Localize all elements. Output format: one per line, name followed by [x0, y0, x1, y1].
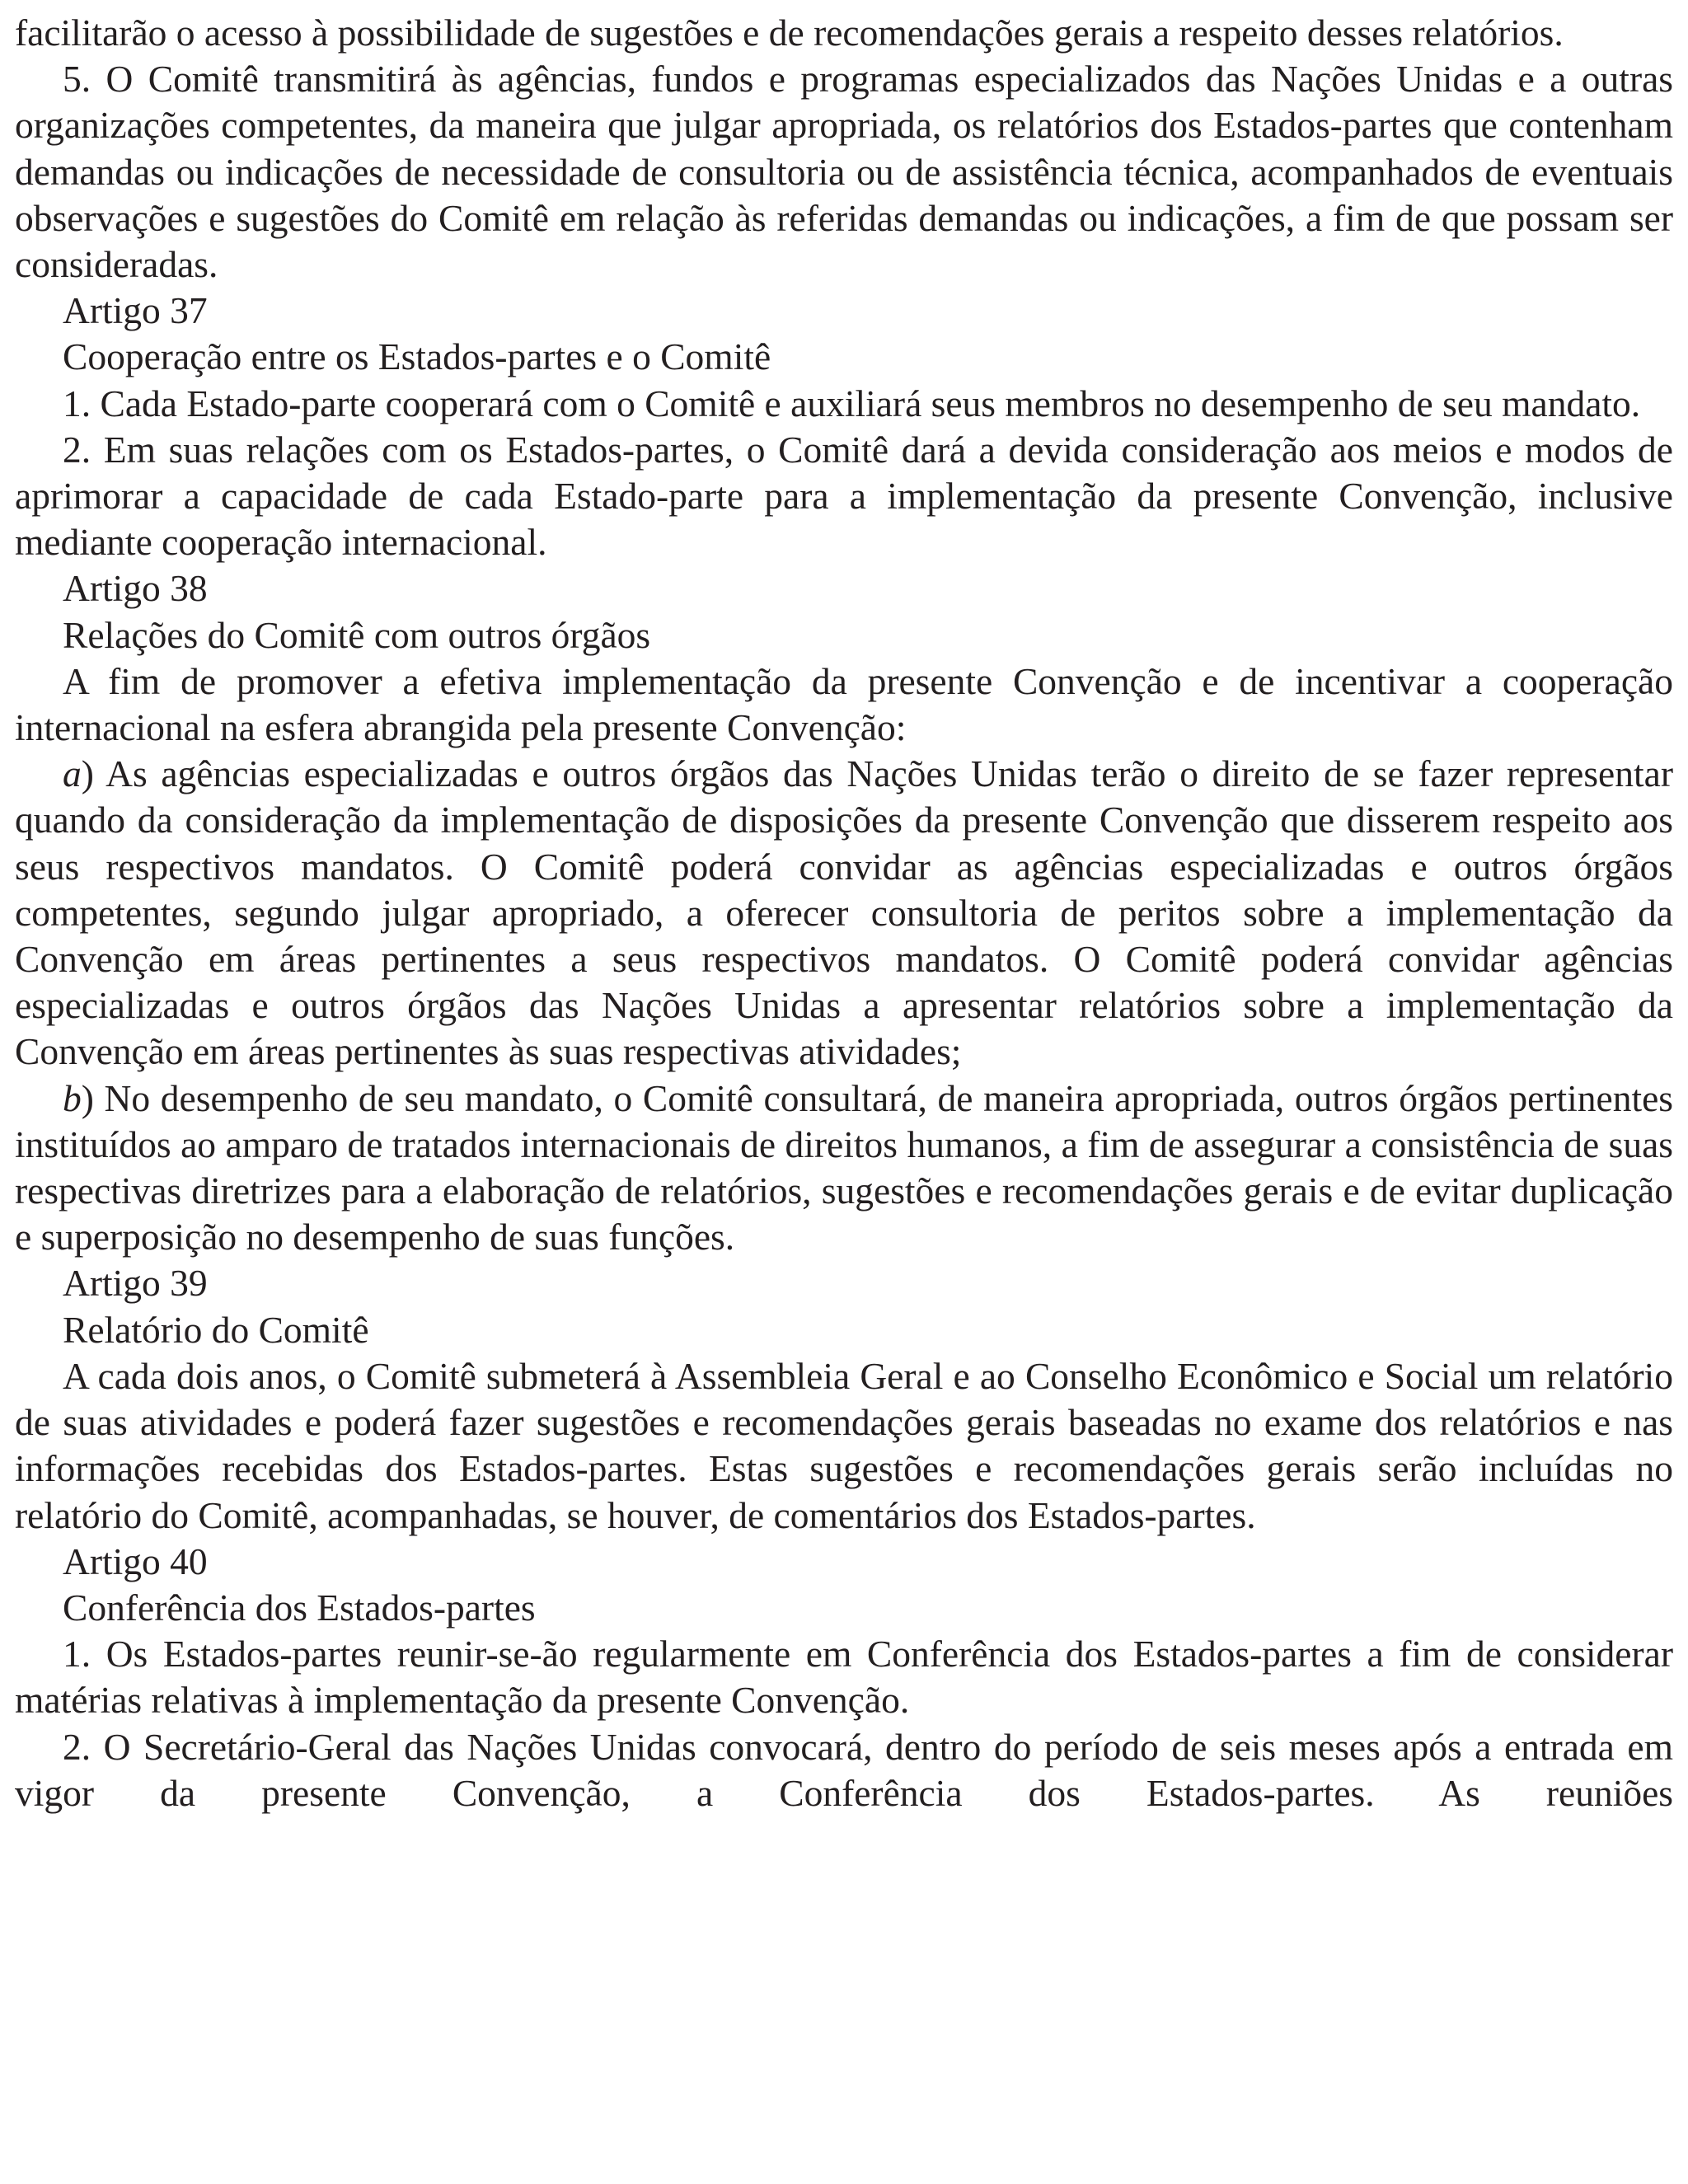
- article-number: Artigo 40: [63, 1540, 208, 1582]
- article-title: Cooperação entre os Estados-partes e o Comitê: [63, 335, 771, 378]
- item-marker: b: [63, 1076, 82, 1119]
- paragraph: 2. O Secretário-Geral das Nações Unidas convocará, dentro do período de seis meses após a entrada em vigor da presente Convenção, a Conferência dos Estados-partes. As reuniões: [15, 1725, 1673, 1814]
- article-title: Relações do Comitê com outros órgãos: [63, 613, 651, 656]
- item-text: ) No desempenho de seu mandato, o Comitê consultará, de maneira apropriada, outros órgãos pertinentes instituídos ao amparo de tratados internacionais de direitos humanos, a fim de assegurar a consistência de suas respectivas diretrizes para a elaboração de relatórios, sugestões e recomendações gerais e de evitar duplicação e superposição no desempenho de suas funções.: [15, 1076, 1673, 1258]
- article-title: Relatório do Comitê: [63, 1308, 369, 1351]
- paragraph: 1. Cada Estado-parte cooperará com o Comitê e auxiliará seus membros no desempenho de seu mandato.: [63, 382, 1641, 424]
- item-marker: a: [63, 752, 82, 795]
- article-number: Artigo 37: [63, 289, 208, 332]
- item-text: ) As agências especializadas e outros órgãos das Nações Unidas terão o direito de se fazer representar quando da consideração da implementação de disposições da presente Convenção que disserem respeito aos seus respectivos mandatos. O Comitê poderá convidar as agências especializadas e outros órgãos competentes, segundo julgar apropriado, a oferecer consultoria de peritos sobre a implementação da Convenção em áreas pertinentes a seus respectivos mandatos. O Comitê poderá convidar agências especializadas e outros órgãos das Nações Unidas a apresentar relatórios sobre a implementação da Convenção em áreas pertinentes às suas respectivas atividades;: [15, 752, 1673, 1073]
- paragraph: 1. Os Estados-partes reunir-se-ão regularmente em Conferência dos Estados-partes a fim de considerar matérias relativas à implementação da presente Convenção.: [15, 1633, 1673, 1722]
- article-number: Artigo 39: [63, 1262, 208, 1305]
- article-title: Conferência dos Estados-partes: [63, 1586, 536, 1629]
- paragraph: A cada dois anos, o Comitê submeterá à Assembleia Geral e ao Conselho Econômico e Social um relatório de suas atividades e poderá fazer sugestões e recomendações gerais baseadas no exame dos relatórios e nas informações recebidas dos Estados-partes. Estas sugestões e recomendações gerais serão incluídas no relatório do Comitê, acompanhadas, se houver, de comentários dos Estados-partes.: [15, 1354, 1673, 1536]
- paragraph: A fim de promover a efetiva implementação da presente Convenção e de incentivar a cooperação internacional na esfera abrangida pela presente Convenção:: [15, 659, 1673, 749]
- document-page: [15, 10, 1673, 1816]
- paragraph: 2. Em suas relações com os Estados-partes, o Comitê dará a devida consideração aos meios e modos de aprimorar a capacidade de cada Estado-parte para a implementação da presente Convenção, inclusive mediante cooperação internacional.: [15, 428, 1673, 564]
- list-item-b: [15, 1076, 1673, 1261]
- paragraph: facilitarão o acesso à possibilidade de sugestões e de recomendações gerais a respeito desses relatórios.: [15, 12, 1564, 54]
- article-number: Artigo 38: [63, 567, 208, 610]
- list-item-a: [15, 751, 1673, 1075]
- paragraph: 5. O Comitê transmitirá às agências, fundos e programas especializados das Nações Unidas e a outras organizações competentes, da maneira que julgar apropriada, os relatórios dos Estados-partes que contenham demandas ou indicações de necessidade de consultoria ou de assistência técnica, acompanhados de eventuais observações e sugestões do Comitê em relação às referidas demandas ou indicações, a fim de que possam ser consideradas.: [15, 58, 1673, 286]
